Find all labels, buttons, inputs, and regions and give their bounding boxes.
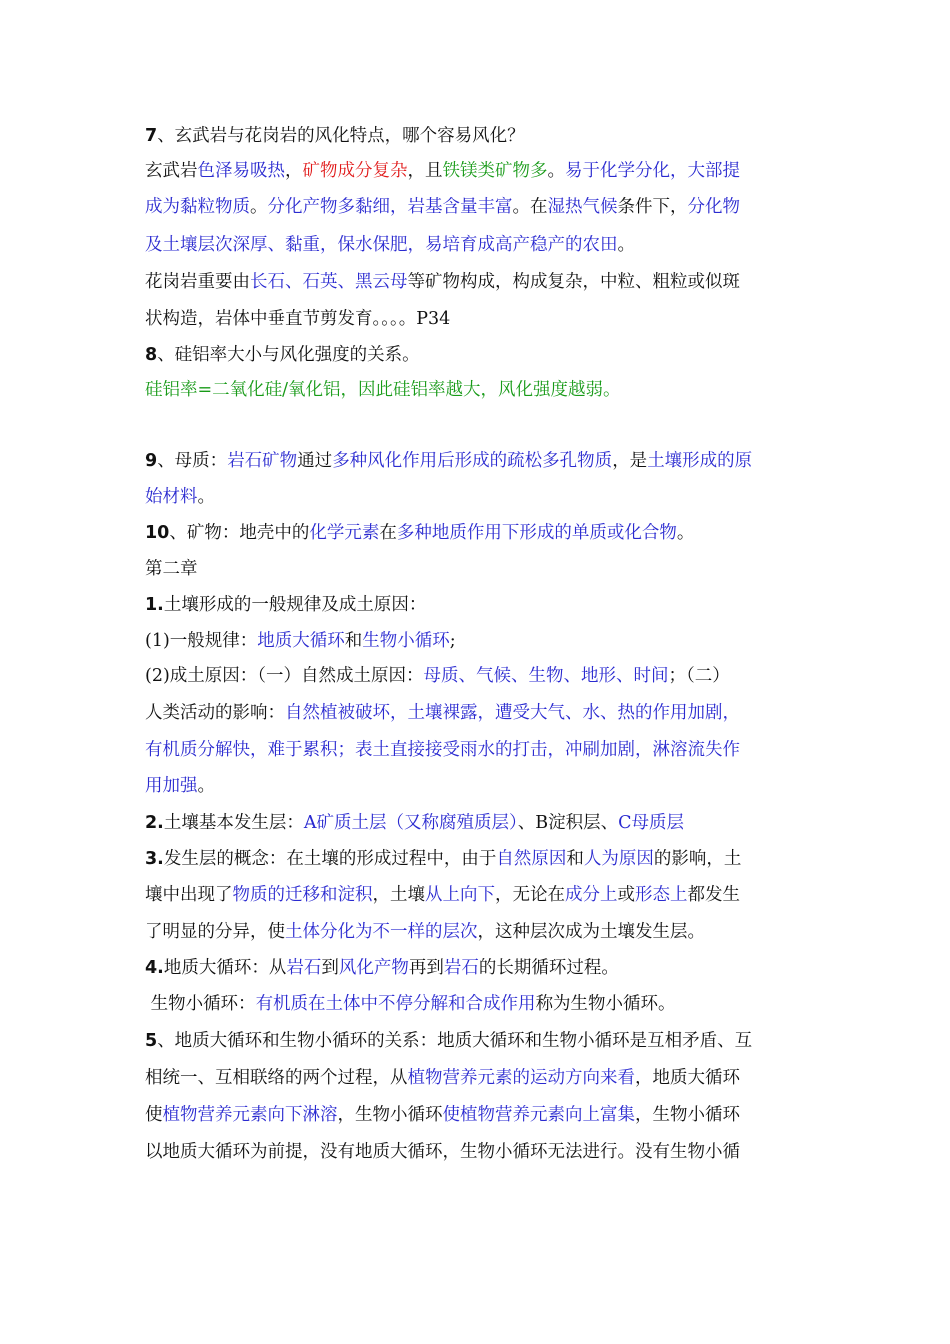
text-run: ， [285,161,303,181]
text-run: 。 [197,776,215,796]
text-run: 以地质大循环为前提，没有地质大循环，生物小循环无法进行。没有生物小循 [145,1142,740,1162]
text-run: 土体分化为不一样的层次 [285,922,478,942]
text-run: 多种地质作用下形成的单质或化合物 [396,523,677,543]
text-run: ，地质大循环 [635,1068,740,1088]
text-line [145,268,825,296]
text-run: 或 [617,885,635,905]
text-run: 再到 [408,958,444,978]
text-run: 始材料 [145,487,198,507]
text-run: 多种风化作用后形成的疏松多孔物质 [332,451,613,471]
text-run: 地质大循环 [257,631,345,651]
text-line [145,845,825,873]
text-run: 状构造，岩体中垂直节剪发育。。。。P34 [145,309,451,329]
text-run: ，且 [407,161,443,181]
text-line [145,1027,825,1055]
text-run: 自然植被破坏，土壤裸露，遭受大气、水、热的作用加剧， [285,703,740,723]
text-run: 和 [344,631,363,651]
text-line [145,627,825,655]
text-line [145,881,825,909]
text-run: 人为原因 [583,849,654,869]
text-line [145,555,825,583]
text-run: 发生层的概念：在土壤的形成过程中，由于 [163,849,497,869]
text-line [145,954,825,982]
text-run: 都发生 [687,885,740,905]
text-line [145,1064,825,1092]
text-run: 了明显的分异，使 [145,922,285,942]
text-line [145,231,825,259]
text-run: 、母质： [157,451,228,471]
text-run: 铁镁类矿物多 [442,161,548,181]
text-line [145,341,825,369]
text-run: ；（二） [668,666,730,686]
text-run: 岩石 [443,958,479,978]
text-run: 成为黏粒物质 [145,197,250,217]
text-line [145,662,825,690]
text-line [145,1101,825,1129]
text-line [145,519,825,547]
text-run: 色泽易吸热 [197,161,285,181]
text-run: 使植物营养元素向上富集 [442,1105,635,1125]
text-run: 分化物 [687,197,740,217]
text-run: ，生物小循环 [337,1105,443,1125]
text-run: B [535,813,549,833]
text-line [145,376,825,404]
text-line [145,305,825,333]
text-run: 的影响，土 [653,849,742,869]
text-run: 、 [517,813,536,833]
text-run: 淀积层、 [548,813,619,833]
text-run: 、玄武岩与花岗岩的风化特点，哪个容易风化？ [157,126,525,146]
text-run: 生物小循环： [145,994,256,1014]
text-run: A矿质土层（又称腐殖质层） [303,813,518,833]
text-line [145,699,825,727]
text-line [145,157,825,185]
text-line [145,591,825,619]
text-line [145,122,825,150]
text-run: 玄武岩 [145,161,198,181]
text-run: 、硅铝率大小与风化强度的关系。 [157,345,420,365]
text-run: ，是 [612,451,648,471]
text-run: 有机质分解快，难于累积；表土直接接受雨水的打击，冲刷加剧，淋溶流失作 [145,740,740,760]
text-run: 。 [547,161,565,181]
text-run: 母质、气候、生物、地形、时间 [423,666,669,686]
text-run: 相统一、互相联络的两个过程，从 [145,1068,408,1088]
text-run: 。 [250,197,268,217]
text-run: 1. [145,595,164,615]
text-run: 有机质在土体中不停分解和合成作用 [255,994,536,1014]
text-run: 从上向下 [425,885,495,905]
text-run: 3. [145,849,164,869]
text-line [145,1138,825,1166]
text-run: ，无论在 [495,885,565,905]
text-line [145,918,825,946]
text-run: ，土壤 [372,885,425,905]
text-run: 土壤形成的原 [647,451,753,471]
text-run: (2)成土原因：（一）自然成土原因： [145,666,424,686]
text-run: 条件下， [617,197,688,217]
text-run: 易于化学分化，大部提 [565,161,740,181]
text-run: (1)一般规律： [145,631,258,651]
text-run: 称为生物小循环。 [535,994,676,1014]
text-run: 植物营养元素的运动方向来看 [407,1068,635,1088]
text-run: 分化产物多黏细，岩基含量丰富 [267,197,513,217]
text-run: 硅铝率=二氧化硅/氧化铝，因此硅铝率越大，风化强度越弱。 [145,380,621,400]
text-run: 9 [145,451,158,471]
text-run: 土壤形成的一般规律及成土原因： [163,595,427,615]
text-run: 和 [566,849,584,869]
text-run: 风化产物 [338,958,409,978]
text-line [145,736,825,764]
text-run: 人类活动的影响： [145,703,285,723]
text-run: 生物小循环 [362,631,450,651]
text-run: 长石、石英、黑云母 [250,272,408,292]
text-run: ; [449,631,456,651]
text-run: 。 [197,487,215,507]
text-run: 4. [145,958,164,978]
text-run: 花岗岩重要由 [145,272,250,292]
text-run: 自然原因 [496,849,567,869]
text-run: 在 [379,523,397,543]
text-run: 。 [617,235,635,255]
text-run: 土壤基本发生层： [163,813,304,833]
text-run: 的长期循环过程。 [478,958,619,978]
text-run: 岩石 [286,958,322,978]
text-run: 10 [145,523,170,543]
text-line [145,772,825,800]
text-run: 物质的迁移和淀积 [232,885,373,905]
text-run: 等矿物构成，构成复杂，中粒、粗粒或似斑 [407,272,740,292]
text-run: 。在 [512,197,548,217]
text-run: 形态上 [635,885,688,905]
text-line [145,193,825,221]
text-run: 矿物成分复杂 [302,161,408,181]
text-run: 8 [145,345,158,365]
text-run: ，生物小循环 [635,1105,740,1125]
text-run: 、矿物：地壳中的 [169,523,310,543]
text-run: 成分上 [565,885,618,905]
text-run: 5 [145,1031,158,1051]
text-run: 第二章 [145,559,198,579]
text-line [145,990,825,1018]
text-run: 地质大循环：从 [163,958,287,978]
text-run: C母质层 [618,813,684,833]
text-run: 通过 [297,451,333,471]
text-run: 植物营养元素向下淋溶 [162,1105,338,1125]
text-run: 使 [145,1105,163,1125]
text-run: 2. [145,813,164,833]
text-run: 。 [676,523,695,543]
text-line [145,483,825,511]
text-run: ，这种层次成为土壤发生层。 [477,922,705,942]
text-run: 、地质大循环和生物小循环的关系：地质大循环和生物小循环是互相矛盾、互 [157,1031,753,1051]
text-run: 7 [145,126,158,146]
text-line [145,447,825,475]
text-run: 湿热气候 [547,197,618,217]
text-run: 化学元素 [309,523,380,543]
text-run: 及土壤层次深厚、黏重，保水保肥，易培育成高产稳产的农田 [145,235,618,255]
text-run: 用加强 [145,776,198,796]
text-run: 到 [321,958,339,978]
text-run: 壤中出现了 [145,885,233,905]
text-run: 岩石矿物 [227,451,298,471]
text-line [145,809,825,837]
